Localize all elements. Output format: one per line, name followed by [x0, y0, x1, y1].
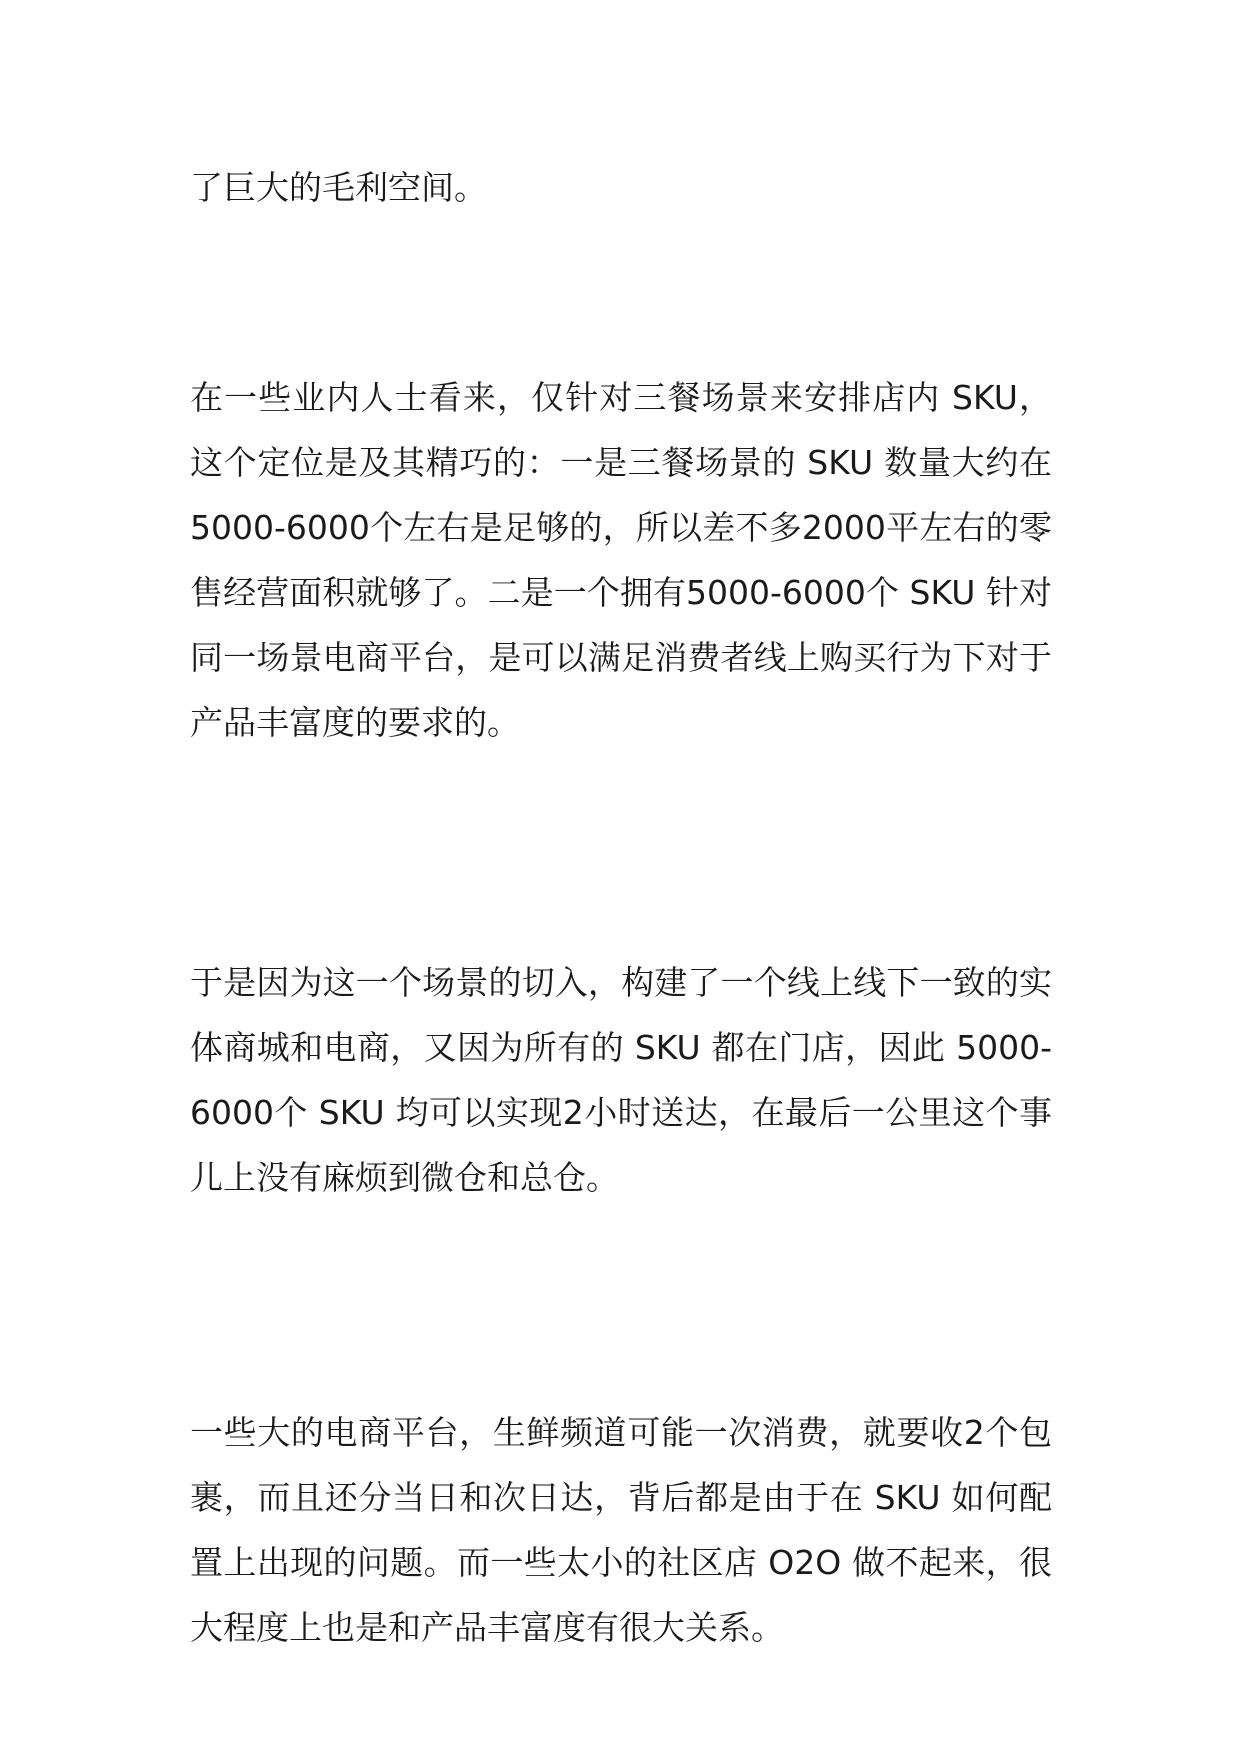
paragraph-spacer: [190, 220, 1052, 365]
paragraph-spacer: [190, 755, 1052, 950]
paragraph-2: 在一些业内人士看来，仅针对三餐场景来安排店内 SKU，这个定位是及其精巧的：一是三餐场景的 SKU 数量大约在 5000-6000个左右是足够的，所以差不多2000平左右的零售经营面积就够了。二是一个拥有5000-6000个 SKU 针对同一场景电商平台，是可以满足消费者线上购买行为下对于产品丰富度的要求的。: [190, 378, 1052, 742]
paragraph-4: 一些大的电商平台，生鲜频道可能一次消费，就要收2个包裹，而且还分当日和次日达，背后都是由于在 SKU 如何配置上出现的问题。而一些太小的社区店 O2O 做不起来，很大程度上也是和产品丰富度有很大关系。: [190, 1413, 1052, 1647]
paragraph-1: 了巨大的毛利空间。: [190, 168, 487, 207]
paragraph-3: 于是因为这一个场景的切入，构建了一个线上线下一致的实体商城和电商，又因为所有的 SKU 都在门店，因此 5000-6000个 SKU 均可以实现2小时送达，在最后一公里这个事儿上没有麻烦到微仓和总仓。: [190, 963, 1052, 1197]
paragraph-spacer: [190, 1210, 1052, 1400]
document-body: [190, 155, 1052, 1660]
